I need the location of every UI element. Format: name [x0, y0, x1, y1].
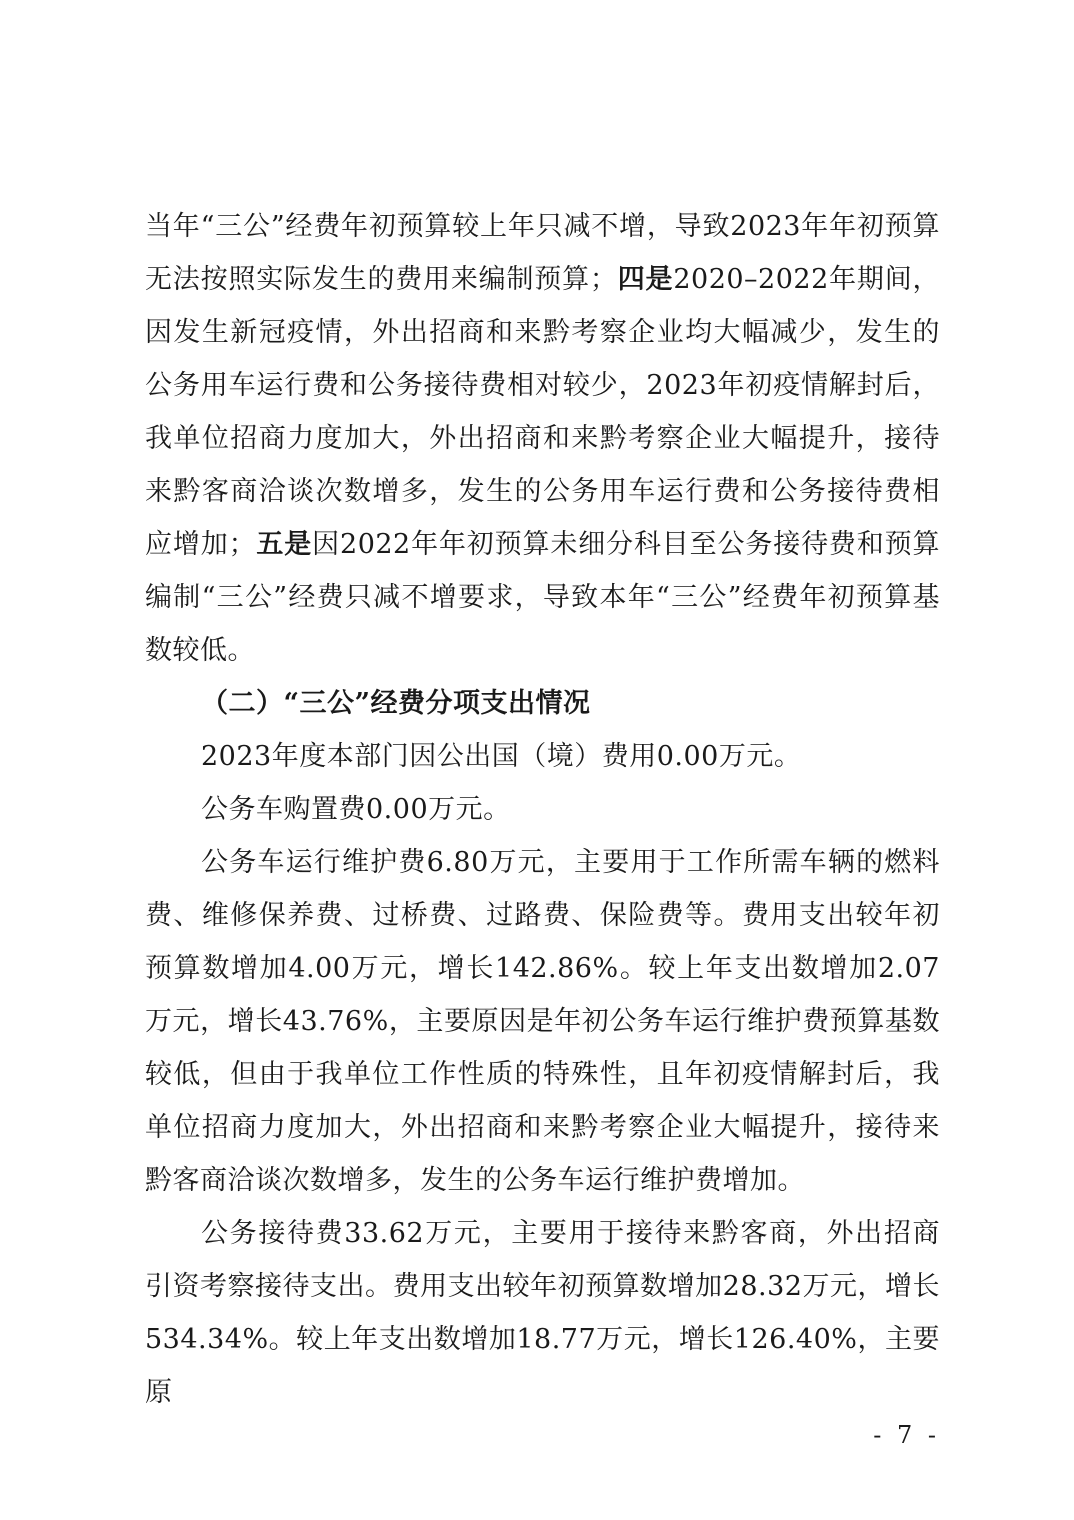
bold-marker: 四是	[617, 264, 674, 295]
paragraph-vehicle-purchase: 公务车购置费0.00万元。	[201, 794, 511, 825]
paragraph-overseas-expense: 2023年度本部门因公出国（境）费用0.00万元。	[201, 741, 802, 772]
paragraph-continuation	[145, 200, 940, 677]
paragraph-vehicle-operation: 公务车运行维护费6.80万元，主要用于工作所需车辆的燃料费、维修保养费、过桥费、过路费、保险费等。费用支出较年初预算数增加4.00万元，增长142.86%。较上年支出数增加2.07万元，增长43.76%，主要原因是年初公务车运行维护费预算基数较低，但由于我单位工作性质的特殊性，且年初疫情解封后，我单位招商力度加大，外出招商和来黔考察企业大幅提升，接待来黔客商洽谈次数增多，发生的公务车运行维护费增加。	[145, 847, 940, 1196]
bold-marker: 五是	[256, 529, 313, 560]
page-number: - 7 -	[873, 1421, 940, 1449]
body-text	[145, 200, 940, 1419]
text-run: 当年“三公”经费年初预算较上年只减不增，导致2023年年初预算无法按照实际发生的费用来编制预算；	[145, 211, 940, 295]
text-run: 因2022年年初预算未细分科目至公务接待费和预算编制“三公”经费只减不增要求，导致本年“三公”经费年初预算基数较低。	[145, 529, 941, 666]
text-run: 2020–2022年期间，因发生新冠疫情，外出招商和来黔考察企业均大幅减少，发生的公务用车运行费和公务接待费相对较少，2023年初疫情解封后，我单位招商力度加大，外出招商和来黔考察企业大幅提升，接待来黔客商洽谈次数增多，发生的公务用车运行费和公务接待费相应增加；	[145, 264, 940, 560]
section-heading: （二）“三公”经费分项支出情况	[201, 688, 591, 719]
paragraph-reception-expense: 公务接待费33.62万元，主要用于接待来黔客商，外出招商引资考察接待支出。费用支出较年初预算数增加28.32万元，增长534.34%。较上年支出数增加18.77万元，增长126.40%，主要原	[145, 1218, 940, 1408]
